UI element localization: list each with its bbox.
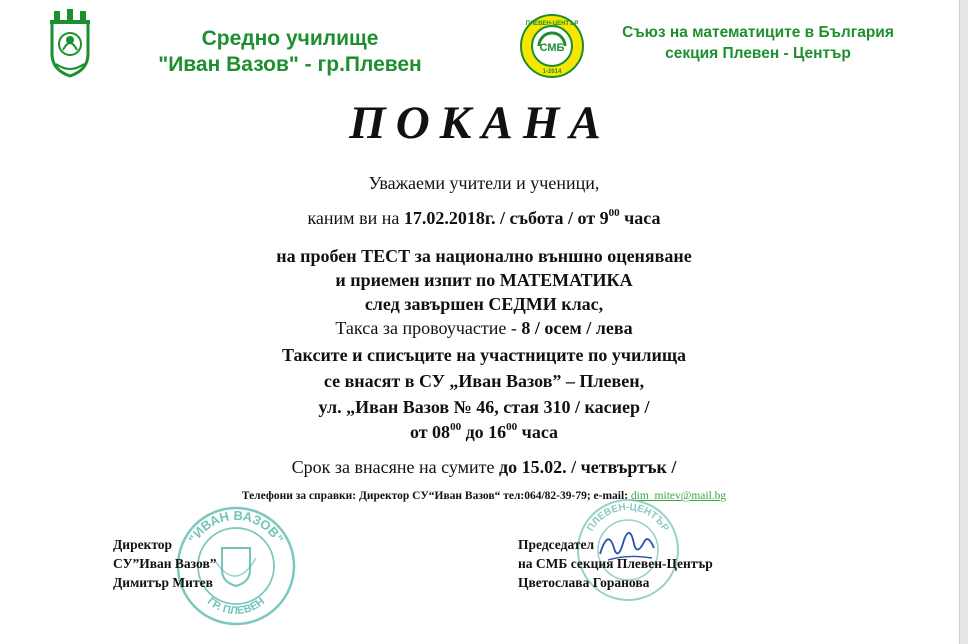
hours-to-sup: 00 — [506, 421, 518, 433]
union-name — [588, 22, 928, 64]
deadline-label: Срок за внасяне на сумите — [291, 457, 500, 477]
fee-label: Такса за провоучастие - — [335, 318, 522, 338]
hours-from: от 08 — [409, 422, 451, 442]
deadline-value: до 15.02. / четвъртък / — [499, 457, 677, 477]
union-logo-icon — [519, 13, 585, 79]
chairman-signature-block — [518, 535, 713, 592]
invite-date: 17.02.2018г. / събота / от 9 — [403, 208, 609, 228]
invite-suffix: часа — [619, 208, 661, 228]
chairman-role: Председател — [518, 537, 595, 552]
invite-prefix: каним ви на — [307, 208, 404, 228]
hours-to: до 16 — [461, 422, 507, 442]
school-name-line2: "Иван Вазов" - гр.Плевен — [158, 53, 422, 76]
window-edge — [959, 0, 968, 644]
phones-text: Телефони за справки: Директор СУ“Иван Вазов“ тел:064/82-39-79; e-mail: — [241, 490, 631, 502]
stamp-left-bottom-text: ГР. ПЛЕВЕН — [204, 595, 268, 618]
page-title: ПОКАНА — [349, 97, 611, 149]
hours-suffix: часа — [517, 422, 559, 442]
school-name — [110, 26, 470, 78]
stamp-left-top-text: "ИВАН ВАЗОВ" — [185, 507, 287, 546]
invite-line — [0, 206, 968, 230]
test-line: на пробен ТЕСТ за национално външно оценяване — [276, 246, 692, 266]
chairman-org: на СМБ секция Плевен-Център — [518, 556, 713, 571]
director-name: Димитър Митев — [113, 575, 213, 590]
exam-line: и приемен изпит по МАТЕМАТИКА — [335, 270, 633, 290]
fees-line: Таксите и списъците на участниците по училища — [281, 345, 687, 365]
address-line: ул. „Иван Вазов № 46, стая 310 / касиер / — [318, 397, 650, 417]
stamp-right-top-text: ПЛЕВЕН-ЦЕНТЪР — [585, 501, 671, 534]
union-name-line2: секция Плевен - Център — [665, 45, 851, 62]
school-crest-icon — [42, 8, 98, 80]
director-role: Директор — [113, 537, 173, 552]
greeting-line: Уважаеми учители и ученици, — [368, 173, 600, 193]
class-line: след завършен СЕДМИ клас, — [364, 294, 604, 314]
union-logo-ring-text: ПЛЕВЕН-ЦЕНТЪР — [525, 21, 579, 27]
hours-from-sup: 00 — [450, 421, 462, 433]
paid-line: се внасят в СУ „Иван Вазов” – Плевен, — [323, 371, 645, 391]
fee-line — [0, 316, 968, 340]
deadline-line — [0, 455, 968, 479]
email-link[interactable]: dim_mitev@mail.bg — [630, 490, 727, 502]
svg-text:ГР. ПЛЕВЕН — [205, 595, 267, 617]
invite-time-sup: 00 — [608, 207, 620, 219]
fee-value: 8 / осем / лева — [521, 318, 633, 338]
union-logo-text: СМБ — [539, 42, 565, 54]
school-name-line1: Средно училище — [201, 27, 379, 50]
director-signature-block — [113, 535, 216, 592]
hours-line — [0, 420, 968, 444]
union-name-line1: Съюз на математиците в България — [622, 24, 894, 41]
director-org: СУ”Иван Вазов” — [113, 556, 217, 571]
union-logo-year: 1-2014 — [542, 69, 562, 75]
contacts-line — [0, 490, 968, 502]
chairman-name: Цветослава Горанова — [518, 575, 650, 590]
